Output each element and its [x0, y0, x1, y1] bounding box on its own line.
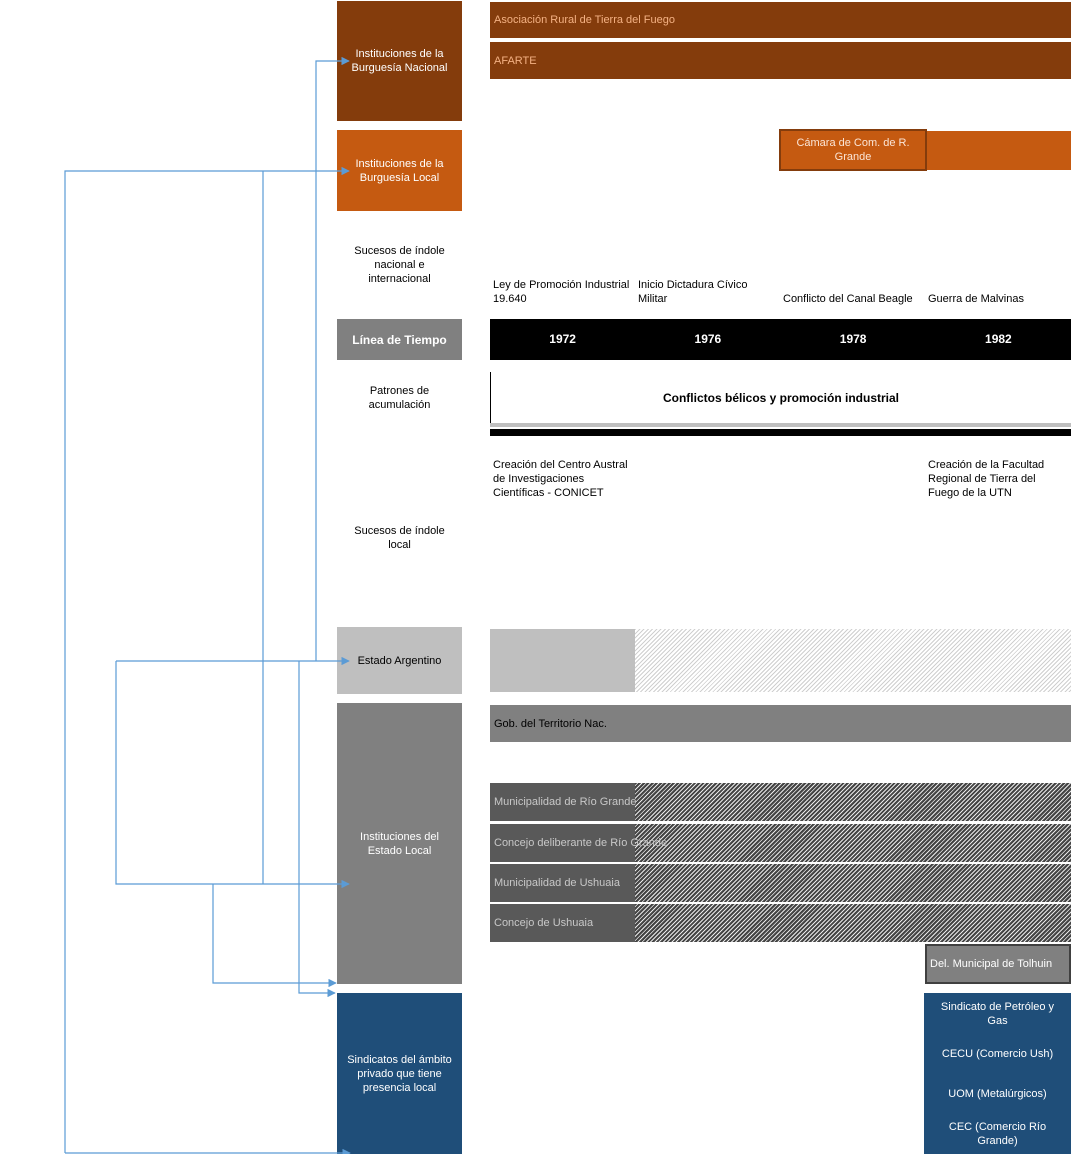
union-cecu: CECU (Comercio Ush): [941, 1048, 1054, 1060]
category-sucesos-local: Sucesos de índole local: [354, 524, 445, 551]
bar-concejo-ushuaia-label: Concejo de Ushuaia: [494, 917, 594, 929]
category-patrones: Patrones de acumulación: [368, 384, 431, 411]
category-burguesia-local: Instituciones de la Burguesía Local: [337, 130, 462, 211]
bar-gob-territorio: Gob. del Territorio Nac.: [490, 705, 1071, 742]
pattern-label: Conflictos bélicos y promoción industrial: [662, 391, 900, 405]
event-dictadura: Inicio Dictadura Cívico Militar: [638, 279, 748, 305]
event-utn: Creación de la Facultad Regional de Tierra del Fuego de la UTN: [928, 459, 1045, 499]
bar-estado-argentino-solid: [490, 629, 635, 692]
event-malvinas: Guerra de Malvinas: [928, 293, 1024, 305]
bar-camara-extension: [926, 131, 1071, 170]
bar-del-tolhuin: Del. Municipal de Tolhuin: [925, 944, 1071, 984]
bar-muni-rio-grande: [490, 783, 1071, 821]
category-sucesos-nacional: Sucesos de índole nacional e internacional: [354, 245, 445, 285]
union-petroleo: Sindicato de Petróleo y Gas: [940, 1001, 1055, 1027]
timeline-year-1972: 1972: [549, 332, 576, 346]
timeline-year-1982: 1982: [985, 332, 1012, 346]
bar-asociacion-rural: Asociación Rural de Tierra del Fuego: [490, 2, 1071, 38]
connector-sindicatos-b: [213, 884, 336, 983]
event-ley-promocion: Ley de Promoción Industrial 19.640: [493, 279, 630, 305]
bar-afarte: AFARTE: [490, 42, 1071, 79]
unions-block: [924, 993, 1071, 1154]
union-uom: UOM (Metalúrgicos): [948, 1088, 1047, 1100]
bar-estado-argentino-hatched: [635, 629, 1071, 692]
connector-estado-local: [116, 661, 349, 884]
timeline-bar: [490, 319, 1071, 360]
category-estado-argentino: Estado Argentino: [337, 627, 462, 694]
connector-outer: [65, 171, 349, 1153]
bar-muni-ushuaia-label: Municipalidad de Ushuaia: [494, 877, 620, 889]
connector-sindicatos-a: [299, 661, 335, 993]
pattern-rule-black: [490, 429, 1071, 436]
bar-concejo-ushuaia: [490, 904, 1071, 942]
union-cec: CEC (Comercio Río Grande): [948, 1121, 1047, 1147]
category-estado-local: Instituciones del Estado Local: [337, 703, 462, 984]
bar-concejo-rio-grande-label: Concejo deliberante de Río Grande: [494, 837, 668, 849]
event-conicet: Creación del Centro Austral de Investigaciones Científicas - CONICET: [493, 459, 628, 499]
category-linea-tiempo: Línea de Tiempo: [337, 319, 462, 360]
timeline-year-1976: 1976: [694, 332, 722, 346]
category-burguesia-nacional: Instituciones de la Burguesía Nacional: [337, 1, 462, 121]
bar-camara-comercio: Cámara de Com. de R. Grande: [779, 129, 927, 171]
category-sindicatos: Sindicatos del ámbito privado que tiene presencia local: [337, 993, 462, 1154]
bar-concejo-rio-grande: [490, 824, 1071, 862]
timeline-year-1978: 1978: [839, 332, 867, 346]
bar-muni-rio-grande-label: Municipalidad de Río Grande: [494, 796, 637, 808]
bar-muni-ushuaia: [490, 864, 1071, 902]
event-canal-beagle: Conflicto del Canal Beagle: [783, 293, 913, 305]
